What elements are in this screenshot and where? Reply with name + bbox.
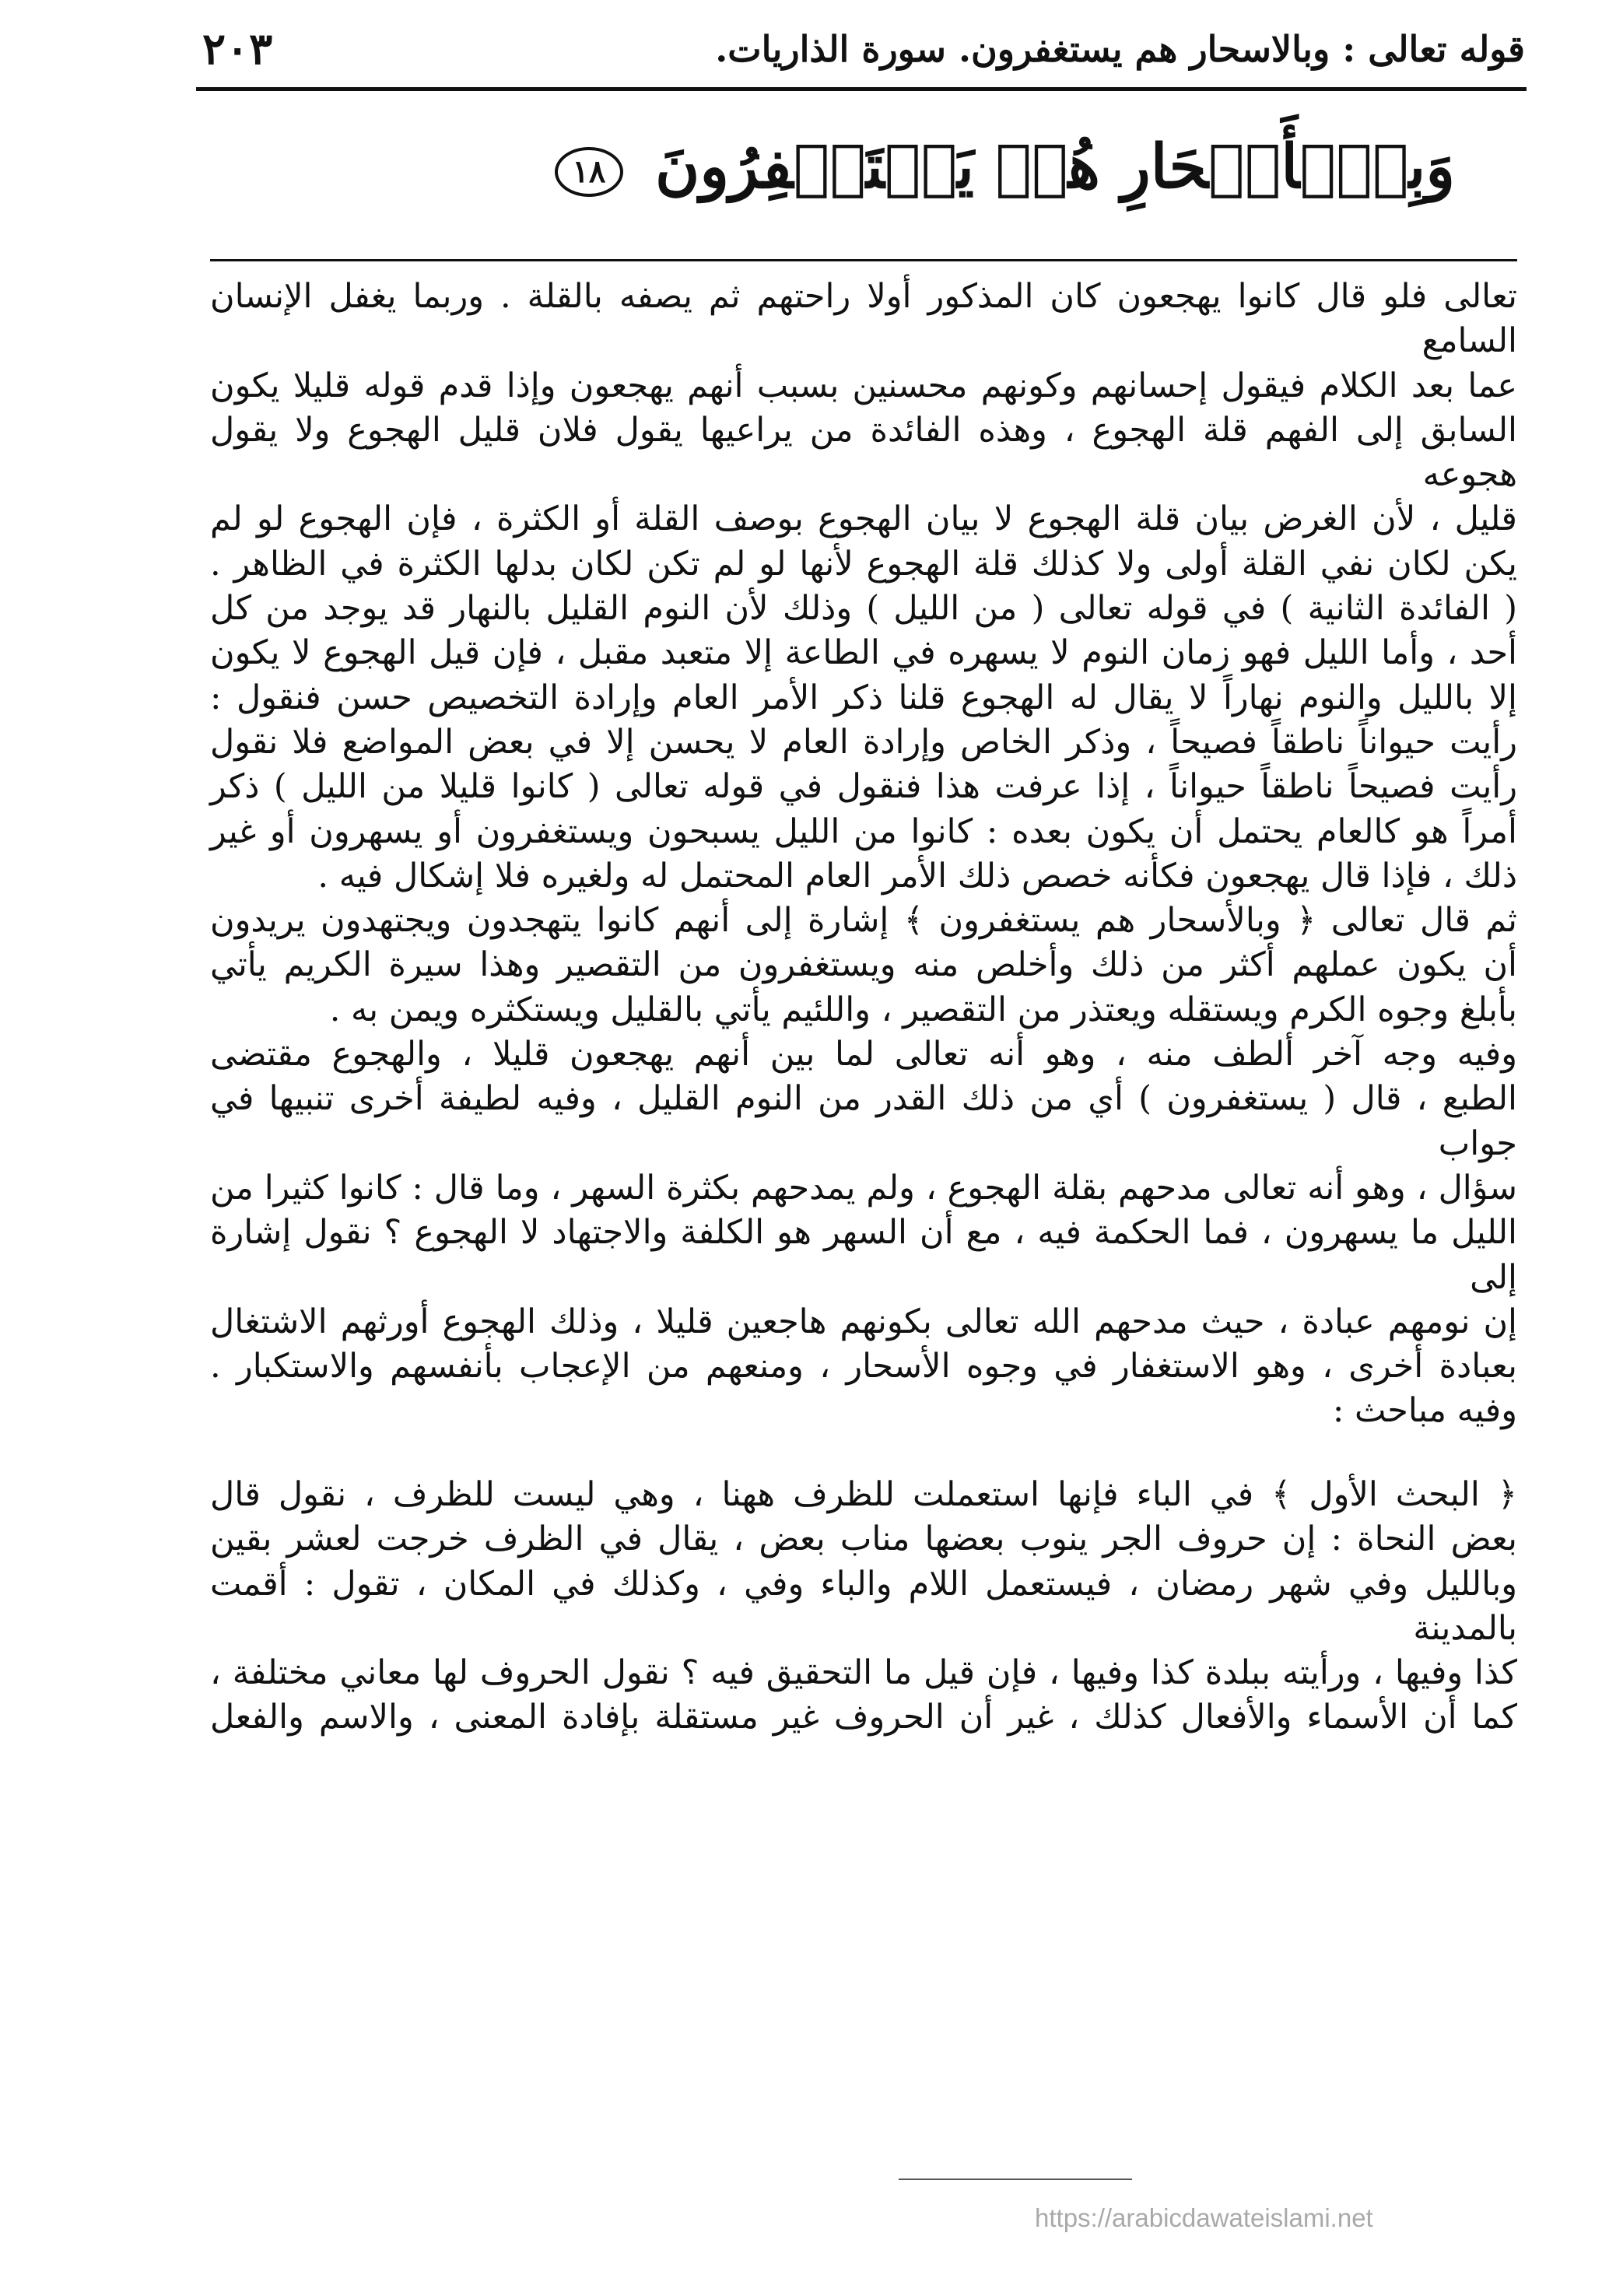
text-line: الليل ما يسهرون ، فما الحكمة فيه ، مع أن السهر هو الكلفة والاجتهاد لا الهجوع ؟ نقول إشارة إلى <box>210 1213 1517 1297</box>
text-line: يكن لكان نفي القلة أولى ولا كذلك قلة الهجوع لأنها لو لم تكن لكان بدلها الكثرة في الظاهر . <box>210 544 1517 584</box>
header-rule <box>196 87 1527 91</box>
text-line: عما بعد الكلام فيقول إحسانهم وكونهم محسنين بسبب أنهم يهجعون وإذا قدم قوله قليلا يكون <box>210 366 1517 405</box>
footer-rule <box>899 2179 1132 2180</box>
commentary-body <box>210 275 1517 1434</box>
text-line: سؤال ، وهو أنه تعالى مدحهم بقلة الهجوع ، ولم يمدحهم بكثرة السهر ، وما قال : كانوا كثيرا من <box>210 1168 1517 1208</box>
text-line: وبالليل وفي شهر رمضان ، فيستعمل اللام والباء وفي ، وكذلك في المكان ، تقول : أقمت بالمدينة <box>210 1564 1517 1648</box>
page-header <box>202 22 1525 76</box>
quran-verse <box>572 117 1455 218</box>
text-line: كذا وفيها ، ورأيته ببلدة كذا وفيها ، فإن قيل ما التحقيق فيه ؟ نقول الحروف لها معاني مختلفة ، <box>210 1653 1517 1693</box>
text-line: السابق إلى الفهم قلة الهجوع ، وهذه الفائدة من يراعيها يقول فلان قليل الهجوع ولا يقول هجوعه <box>210 410 1517 495</box>
text-line: ثم قال تعالى ﴿ وبالأسحار هم يستغفرون ﴾ إشارة إلى أنهم كانوا يتهجدون ويجتهدون يريدون <box>210 901 1517 941</box>
text-line: قليل ، لأن الغرض بيان قلة الهجوع لا بيان الهجوع بوصف القلة أو الكثرة ، فإن الهجوع لو لم <box>210 500 1517 539</box>
source-watermark: https://arabicdawateislami.net <box>1035 2203 1373 2232</box>
text-line: بأبلغ وجوه الكرم ويستقله ويعتذر من التقصير ، واللئيم يأتي بالقليل ويستكثره ويمن به . <box>329 990 1517 1029</box>
text-line: الطبع ، قال ( يستغفرون ) أي من ذلك القدر من النوم القليل ، وفيه لطيفة أخرى تنبيها في جواب <box>210 1079 1517 1163</box>
text-line: رأيت حيواناً ناطقاً فصيحاً ، وذكر الخاص وإرادة العام لا يحسن إلا في بعض المواضع فلا نقول <box>210 722 1517 762</box>
text-line: أمراً هو كالعام يحتمل أن يكون بعده : كانوا من الليل يسبحون ويستغفرون أو يسهرون أو غير <box>210 811 1517 851</box>
text-line: ( الفائدة الثانية ) في قوله تعالى ( من الليل ) وذلك لأن النوم القليل بالنهار قد يوجد من كل <box>210 589 1517 629</box>
text-line: وفيه مباحث : <box>1332 1391 1517 1431</box>
text-line: رأيت فصيحاً ناطقاً حيواناً ، إذا عرفت هذا فنقول في قوله تعالى ( كانوا قليلا من الليل ) ذكر <box>210 767 1517 807</box>
verse-text: وَبِٱلۡأَسۡحَارِ هُمۡ يَسۡتَغۡفِرُونَ <box>655 131 1455 202</box>
text-line: كما أن الأسماء والأفعال كذلك ، غير أن الحروف غير مستقلة بإفادة المعنى ، والاسم والفعل <box>210 1698 1517 1737</box>
text-line: وفيه وجه آخر ألطف منه ، وهو أنه تعالى لما بين أنهم يهجعون قليلا ، والهجوع مقتضى <box>210 1035 1517 1074</box>
text-line: أحد ، وأما الليل فهو زمان النوم لا يسهره في الطاعة إلا متعبد مقبل ، فإن قيل الهجوع لا يكون <box>210 633 1517 673</box>
page-number: ٢٠٣ <box>202 23 273 75</box>
text-line: بعض النحاة : إن حروف الجر ينوب بعضها مناب بعض ، يقال في الظرف خرجت لعشر بقين <box>210 1520 1517 1559</box>
verse-number-badge: ١٨ <box>555 147 623 197</box>
text-line: أن يكون عملهم أكثر من ذلك وأخلص منه ويستغفرون من التقصير وهذا سيرة الكريم يأتي <box>210 945 1517 985</box>
section-first-discussion <box>210 1473 1517 1740</box>
text-line: ﴿ البحث الأول ﴾ في الباء فإنها استعملت للظرف ههنا ، وهي ليست للظرف ، نقول قال <box>210 1475 1517 1514</box>
text-line: ذلك ، فإذا قال يهجعون فكأنه خصص ذلك الأمر العام المحتمل له ولغيره فلا إشكال فيه . <box>317 856 1517 896</box>
text-line: إن نومهم عبادة ، حيث مدحهم الله تعالى بكونهم هاجعين قليلا ، وذلك الهجوع أورثهم الاشتغال <box>210 1302 1517 1341</box>
running-title: قوله تعالى : وبالاسحار هم يستغفرون. سورة الذاريات. <box>715 28 1525 70</box>
text-line: بعبادة أخرى ، وهو الاستغفار في وجوه الأسحار ، ومنعهم من الإعجاب بأنفسهم والاستكبار . <box>210 1347 1517 1386</box>
text-line: تعالى فلو قال كانوا يهجعون كان المذكور أولا راحتهم ثم يصفه بالقلة . وربما يغفل الإنسان السامع <box>210 277 1517 361</box>
verse-rule <box>210 259 1517 261</box>
text-line: إلا بالليل والنوم نهاراً لا يقال له الهجوع قلنا ذكر الأمر العام وإرادة التخصيص حسن فنقول : <box>210 678 1517 717</box>
